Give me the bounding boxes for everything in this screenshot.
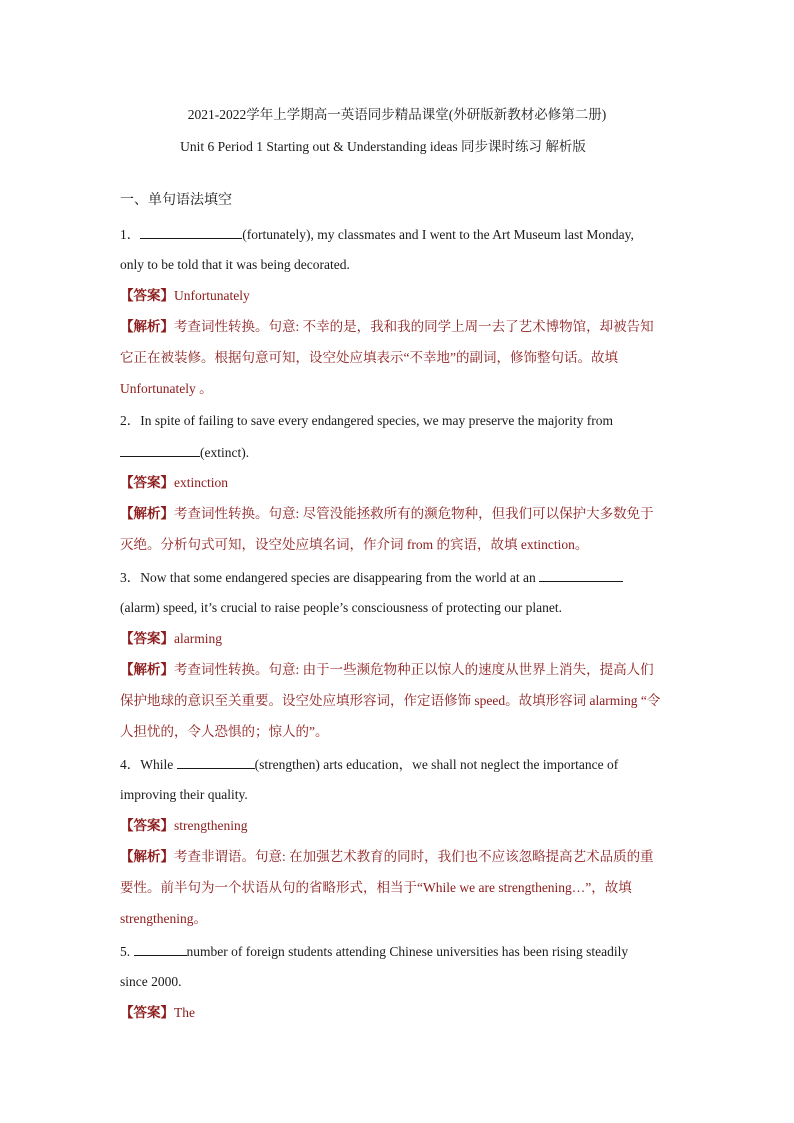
question-4-analysis-line-2: 要性。前半句为一个状语从句的省略形式，相当于“While we are strengthening…”，故填: [120, 880, 632, 895]
question-1-line-1: 1． (fortunately), my classmates and I went to the Art Museum last Monday,: [120, 227, 634, 242]
answer-text: Unfortunately: [174, 288, 250, 303]
analysis-tag: 【解析】: [120, 849, 174, 864]
question-number: 5.: [120, 944, 131, 959]
question-2-analysis-line-2: 灭绝。分析句式可知，设空处应填名词，作介词 from 的宾语，故填 extinction。: [120, 537, 589, 552]
answer-tag: 【答案】: [120, 1005, 174, 1020]
answer-blank: [140, 225, 242, 239]
question-3-analysis-line-2: 保护地球的意识至关重要。设空处应填形容词，作定语修饰 speed。故填形容词 alarming “令: [120, 693, 661, 708]
question-4-line-2: improving their quality.: [120, 787, 248, 802]
analysis-tag: 【解析】: [120, 662, 174, 677]
question-3-analysis-line-1: 【解析】考查词性转换。句意: 由于一些濒危物种正以惊人的速度从世界上消失，提高人们: [120, 662, 654, 677]
question-2-line-2: (extinct).: [120, 443, 680, 462]
answer-tag: 【答案】: [120, 475, 174, 490]
answer-blank: [120, 443, 200, 457]
section-title: 一、单句语法填空: [120, 193, 232, 208]
analysis-tag: 【解析】: [120, 319, 174, 334]
answer-blank: [134, 942, 187, 956]
question-4-answer: [120, 817, 680, 835]
question-1-analysis-line-1: 【解析】考查词性转换。句意: 不幸的是，我和我的同学上周一去了艺术博物馆，却被告知: [120, 319, 654, 334]
answer-text: strengthening: [174, 818, 248, 833]
question-3-line-1: 3．Now that some endangered species are disappearing from the world at an: [120, 568, 680, 587]
question-1-analysis-line-3: Unfortunately 。: [120, 381, 213, 396]
answer-text: extinction: [174, 475, 228, 490]
answer-text: The: [174, 1005, 195, 1020]
document-subtitle: Unit 6 Period 1 Starting out & Understanding ideas 同步课时练习 解析版: [180, 139, 586, 154]
question-2-line-1: 2．In spite of failing to save every endangered species, we may preserve the majority from: [120, 413, 613, 428]
answer-tag: 【答案】: [120, 818, 174, 833]
question-3-line-2: (alarm) speed, it’s crucial to raise people’s consciousness of protecting our planet.: [120, 600, 562, 615]
question-1-answer: [120, 287, 680, 305]
question-1-analysis-line-2: 它正在被装修。根据句意可知，设空处应填表示“不幸地”的副词，修饰整句话。故填: [120, 350, 618, 365]
question-4-analysis-line-3: strengthening。: [120, 911, 207, 926]
question-3-analysis-line-3: 人担忧的，令人恐惧的；惊人的”。: [120, 724, 329, 739]
question-5-answer: [120, 1004, 680, 1022]
question-1-line-2: only to be told that it was being decorated.: [120, 257, 350, 272]
question-2-analysis-line-1: 【解析】考查词性转换。句意: 尽管没能拯救所有的濒危物种，但我们可以保护大多数免于: [120, 506, 654, 521]
question-number: 1．: [120, 227, 141, 242]
answer-tag: 【答案】: [120, 631, 174, 646]
question-3-answer: [120, 630, 680, 648]
answer-blank: [177, 755, 255, 769]
question-4-line-1: 4．While (strengthen) arts education，we shall not neglect the importance of: [120, 757, 619, 772]
question-number: 4．While: [120, 757, 174, 772]
answer-blank: [539, 568, 623, 582]
analysis-tag: 【解析】: [120, 506, 174, 521]
document-title: 2021-2022学年上学期高一英语同步精品课堂(外研版新教材必修第二册): [187, 107, 607, 122]
question-5-line-1: 5. number of foreign students attending Chinese universities has been rising steadily: [120, 944, 629, 959]
answer-text: alarming: [174, 631, 222, 646]
question-4-analysis-line-1: 【解析】考查非谓语。句意: 在加强艺术教育的同时，我们也不应该忽略提高艺术品质的重: [120, 849, 654, 864]
answer-tag: 【答案】: [120, 288, 174, 303]
question-2-answer: [120, 474, 680, 492]
question-5-line-2: since 2000.: [120, 974, 182, 989]
